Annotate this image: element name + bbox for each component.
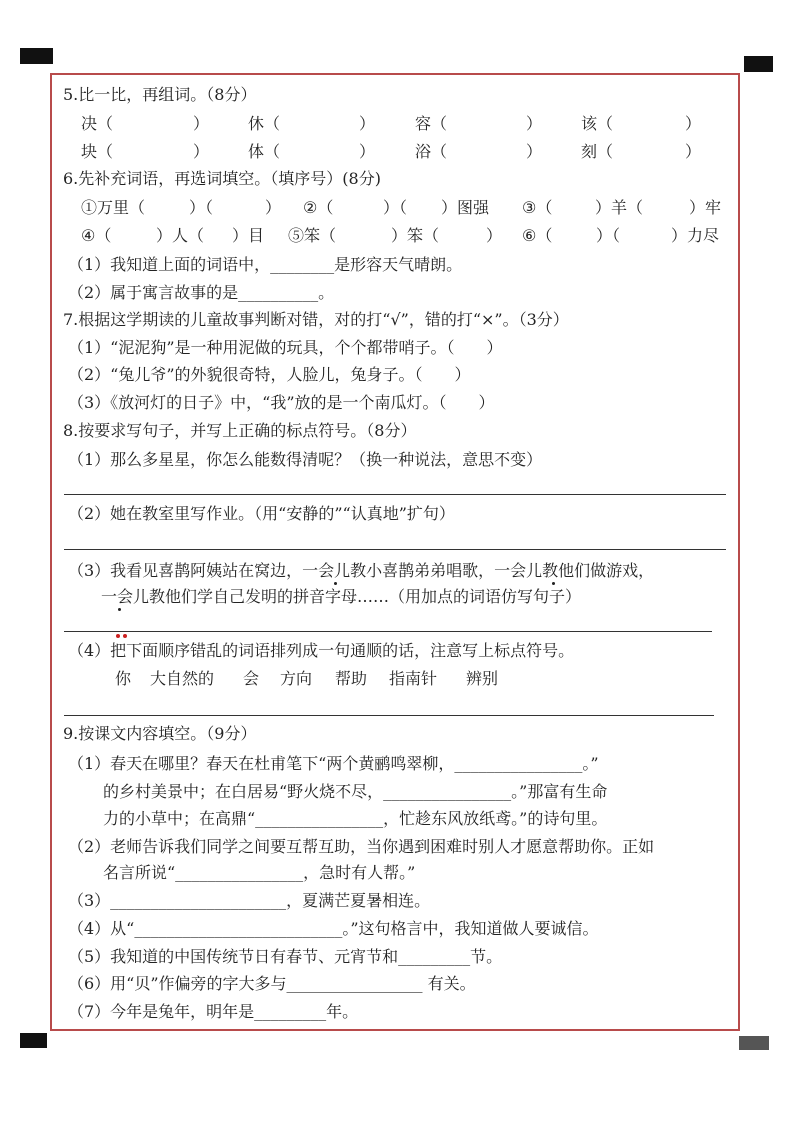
q6-idiom-part: ③（ [522,198,553,217]
q7-item: （1）“泥泥狗”是一种用泥做的玩具，个个都带哨子。（ ） [68,338,503,357]
q8-word: 方向 [280,669,313,688]
q5-bracket: ） [359,142,376,161]
q8-title: 8.按要求写句子，并写上正确的标点符号。（8分） [63,421,417,440]
q8-word: 帮助 [335,669,368,688]
q6-sub1: （1）我知道上面的词语中，________是形容天气晴朗。 [68,255,463,274]
q6-idiom-part: ⑤笨（ [288,226,337,245]
q6-idiom-part: ）目 [232,226,265,245]
corner-marker-top-right [744,56,773,72]
q9-line: （1）春天在哪里？春天在杜甫笔下“两个黄鹂鸣翠柳，________________。” [68,754,599,773]
q5-char: 块（ [81,142,114,161]
q8-sub3-line1: （3）我看见喜鹊阿姨站在窝边，一会儿教小喜鹊弟弟唱歌，一会儿教他们做游戏， [68,561,655,580]
q9-line: （2）老师告诉我们同学之间要互帮互助，当你遇到困难时别人才愿意帮助你。正如 [68,837,655,856]
red-mark [123,634,127,638]
answer-line[interactable] [64,631,712,632]
q5-bracket: ） [526,142,543,161]
q6-idiom-part: ）（ [596,226,621,245]
q5-char: 决（ [81,114,114,133]
q6-idiom-part: ）笨（ [391,226,440,245]
q8-word: 指南针 [389,669,438,688]
q8-word: 大自然的 [150,669,215,688]
q6-idiom-part: ）牢 [689,198,722,217]
q5-bracket: ） [685,142,702,161]
q6-idiom-part: ④（ [81,226,112,245]
q5-char: 休（ [248,114,281,133]
q8-word: 会 [243,669,260,688]
q6-idiom-part: ） [265,198,282,217]
answer-line[interactable] [64,715,714,716]
q7-title: 7.根据这学期读的儿童故事判断对错，对的打“√”，错的打“×”。（3分） [63,310,569,329]
q5-bracket: ） [359,114,376,133]
q5-bracket: ） [193,142,210,161]
q9-line: （5）我知道的中国传统节日有春节、元宵节和_________节。 [68,947,503,966]
q6-idiom-part: ）（ [383,198,408,217]
answer-line[interactable] [64,549,726,550]
q8-sub3-line2: 一会儿教他们学自己发明的拼音字母……（用加点的词语仿写句子） [101,587,582,606]
q8-sub4: （4）把下面顺序错乱的词语排列成一句通顺的话，注意写上标点符号。 [68,641,575,660]
emphasis-dot [552,582,555,585]
q8-word: 你 [115,669,132,688]
corner-marker-bottom-right [739,1036,769,1050]
q6-idiom-part: ）羊（ [595,198,644,217]
emphasis-dot [334,582,337,585]
q9-line: （4）从“__________________________。”这句格言中，我知道做人要诚信。 [68,919,599,938]
q9-line: （3）______________________，夏满芒夏暑相连。 [68,891,431,910]
q7-item: （3）《放河灯的日子》中，“我”放的是一个南瓜灯。（ ） [68,393,495,412]
q6-idiom-part: ） [486,226,503,245]
q6-idiom-part: ①万里（ [81,198,146,217]
q8-sub2: （2）她在教室里写作业。（用“安静的”“认真地”扩句） [68,504,455,523]
q8-word: 辨别 [466,669,499,688]
red-mark [116,634,120,638]
q5-char: 容（ [415,114,448,133]
q6-idiom-part: ）人（ [156,226,205,245]
q5-bracket: ） [685,114,702,133]
q5-bracket: ） [526,114,543,133]
q7-item: （2）“兔儿爷”的外貌很奇特，人脸儿，兔身子。（ ） [68,365,471,384]
corner-marker-bottom-left [20,1033,47,1048]
q5-char: 体（ [248,142,281,161]
q9-line: （7）今年是兔年，明年是_________年。 [68,1002,359,1021]
q6-sub2: （2）属于寓言故事的是__________。 [68,283,335,302]
q9-title: 9.按课文内容填空。（9分） [63,724,257,743]
q6-idiom-part: ⑥（ [522,226,553,245]
q5-char: 刻（ [581,142,614,161]
q6-idiom-part: ）（ [189,198,214,217]
answer-line[interactable] [64,494,726,495]
emphasis-dot [118,608,121,611]
q8-sub1: （1）那么多星星，你怎么能数得清呢？（换一种说法，意思不变） [68,450,543,469]
q9-line: 的乡村美景中；在白居易“野火烧不尽，________________。”那富有生命 [103,782,608,801]
q9-line: 名言所说“________________，急时有人帮。” [103,863,416,882]
q9-line: （6）用“贝”作偏旁的字大多与_________________ 有关。 [68,974,476,993]
q6-title: 6.先补充词语，再选词填空。（填序号）(8分) [63,169,381,188]
q5-title: 5.比一比，再组词。（8分） [63,85,257,104]
q5-char: 该（ [581,114,614,133]
q9-line: 力的小草中；在高鼎“________________，忙趁东风放纸鸢。”的诗句里。 [103,809,608,828]
corner-marker-top-left [20,48,53,64]
q5-bracket: ） [193,114,210,133]
q6-idiom-part: ）图强 [441,198,490,217]
q6-idiom-part: ②（ [303,198,334,217]
q5-char: 浴（ [415,142,448,161]
q6-idiom-part: ）力尽 [671,226,720,245]
